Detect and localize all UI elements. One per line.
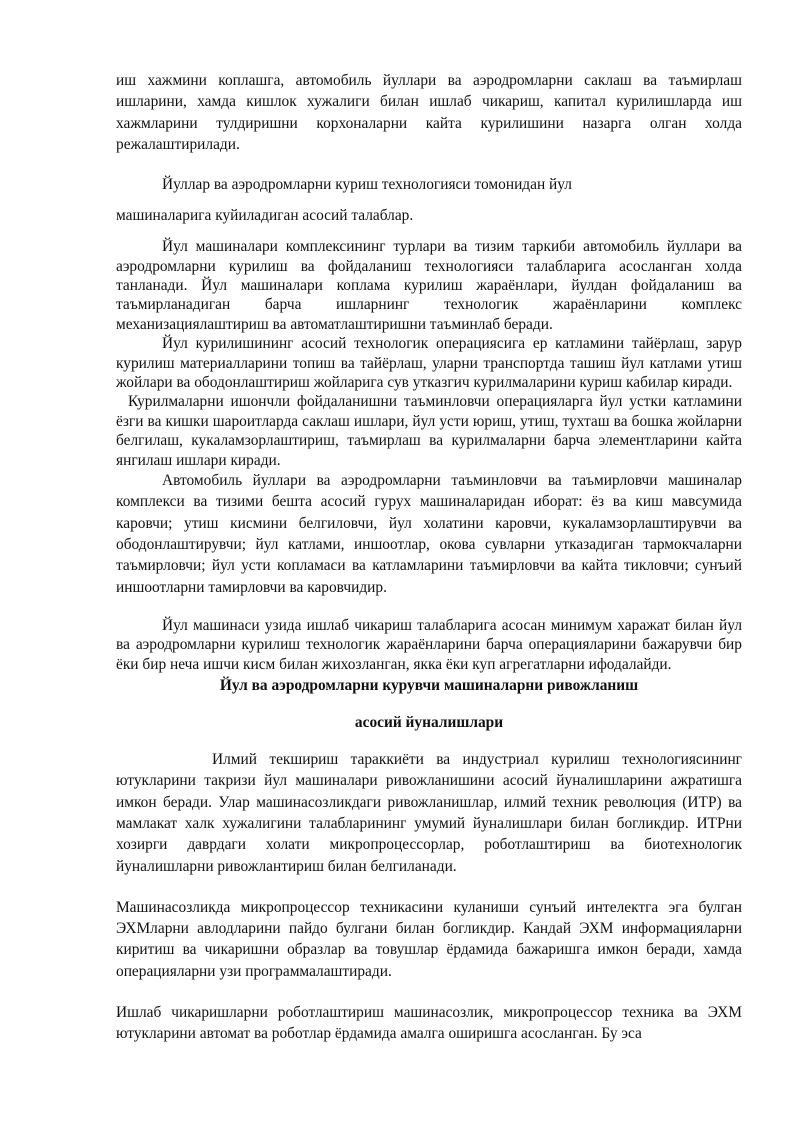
paragraph-road-machine-complex: Йул машиналари комплексининг турлари ва тизим таркиби автомобиль йуллари ва аэродромларни курилиш ва фойдаланиш технологияси талабларига асосланган холда танланади. Йул машиналари коплама курилиш жараёнлари, йулдан фойдаланиш ва таъмирланадиган барча ишларнинг технологик жараёнларини комплекс механизациялаштириш ва автоматлаштиришни таъминлаб беради. [116, 238, 742, 333]
paragraph-robotization: Ишлаб чикаришларни роботлаштириш машинасозлик, микропроцессор техника ва ЭХМ ютукларини автомат ва роботлар ёрдамида амалга оширишга асосланган. Бу эса [116, 1004, 742, 1043]
section-heading-line-1: Йул ва аэродромларни курувчи машиналарни ривожланиш [219, 677, 639, 695]
subtitle-line-1: Йуллар ва аэродромларни куриш технологияси томонидан йул [162, 176, 572, 194]
section-heading-line-2: асосий йуналишлари [354, 714, 504, 732]
paragraph-research-progress: Илмий текшириш тараккиёти ва индустриал курилиш технологиясининг ютукларини такризи йул машиналари ривожланишини асосий йуналишларини ажратишга имкон беради. Улар машинасозликдаги ривожланишлар, илмий техник революция (ИТР) ва мамлакат халк хужалигини талабларининг умумий йуналишлари билан богликдир. ИТРни хозирги даврдаги холати микропроцессорлар, роботлаштириш ва биотехнологик йуналишларни ривожлантириш билан белгиланади. [116, 751, 742, 875]
paragraph-microprocessor: Машинасозликда микропроцессор техникасини куланиши сунъий интелектга эга булган ЭХМларни авлодларини пайдо булгани билан богликдир. Кандай ЭХМ информацияларни киритиш ва чикаришни образлар ва товушлар ёрдамида бажаришга имкон беради, хамда операцияларни узи программалаштиради. [116, 898, 742, 980]
paragraph-maintenance-operations: Курилмаларни ишончли фойдаланишни таъминловчи операцияларга йул устки катламини ёзги ва кишки шароитларда саклаш ишлари, йул усти юриш, утиш, тухташ ва бошка жойларни белгилаш, кукаламзорлаштириш, таъмирлаш ва курилмаларни барча элементларини кайта янгилаш ишлари киради. [116, 393, 742, 469]
paragraph-planning: иш хажмини коплашга, автомобиль йуллари ва аэродромларни саклаш ва таъмирлаш ишларини, хамда кишлок хужалиги билан ишлаб чикариш, капитал курилишларда иш хажмларини тулдиришни корхоналарни кайта курилишини назарга олган холда режалаштирилади. [116, 72, 742, 153]
paragraph-technological-operations: Йул курилишининг асосий технологик операциясига ер катламини тайёрлаш, зарур курилиш материалларини топиш ва тайёрлаш, уларни транспортда ташиш йул катлами утиш жойлари ва ободонлаштириш жойларига сув утказгич курилмаларини куриш кабилар киради. [116, 335, 742, 392]
paragraph-machine-groups: Автомобиль йуллари ва аэродромларни таъминловчи ва таъмирловчи машиналар комплекси ва тизими бешта асосий гурух машиналаридан иборат: ёз ва киш мавсумида каровчи; утиш кисмини белгиловчи, йул холатини каровчи, кукаламзорлаштирувчи ва ободонлаштирувчи; йул катлами, иншоотлар, окова сувларни утказадиган тармокчаларни таъмирловчи; йул усти копламаси ва катламларини таъмирловчи ва кайта тикловчи; сунъий иншоотларни тамирловчи ва каровчидир. [116, 472, 742, 596]
paragraph-road-machine-definition: Йул машинаси узида ишлаб чикариш талабларига асосан минимум харажат билан йул ва аэродромларни курилиш технологик жараёнларини барча операцияларини бажарувчи бир ёки бир неча ишчи кисм билан жихозланган, якка ёки куп агрегатларни ифодалайди. [116, 616, 742, 673]
document-page [116, 70, 742, 1045]
subtitle-line-2: машиналарига куйиладиган асосий талаблар. [116, 207, 414, 225]
